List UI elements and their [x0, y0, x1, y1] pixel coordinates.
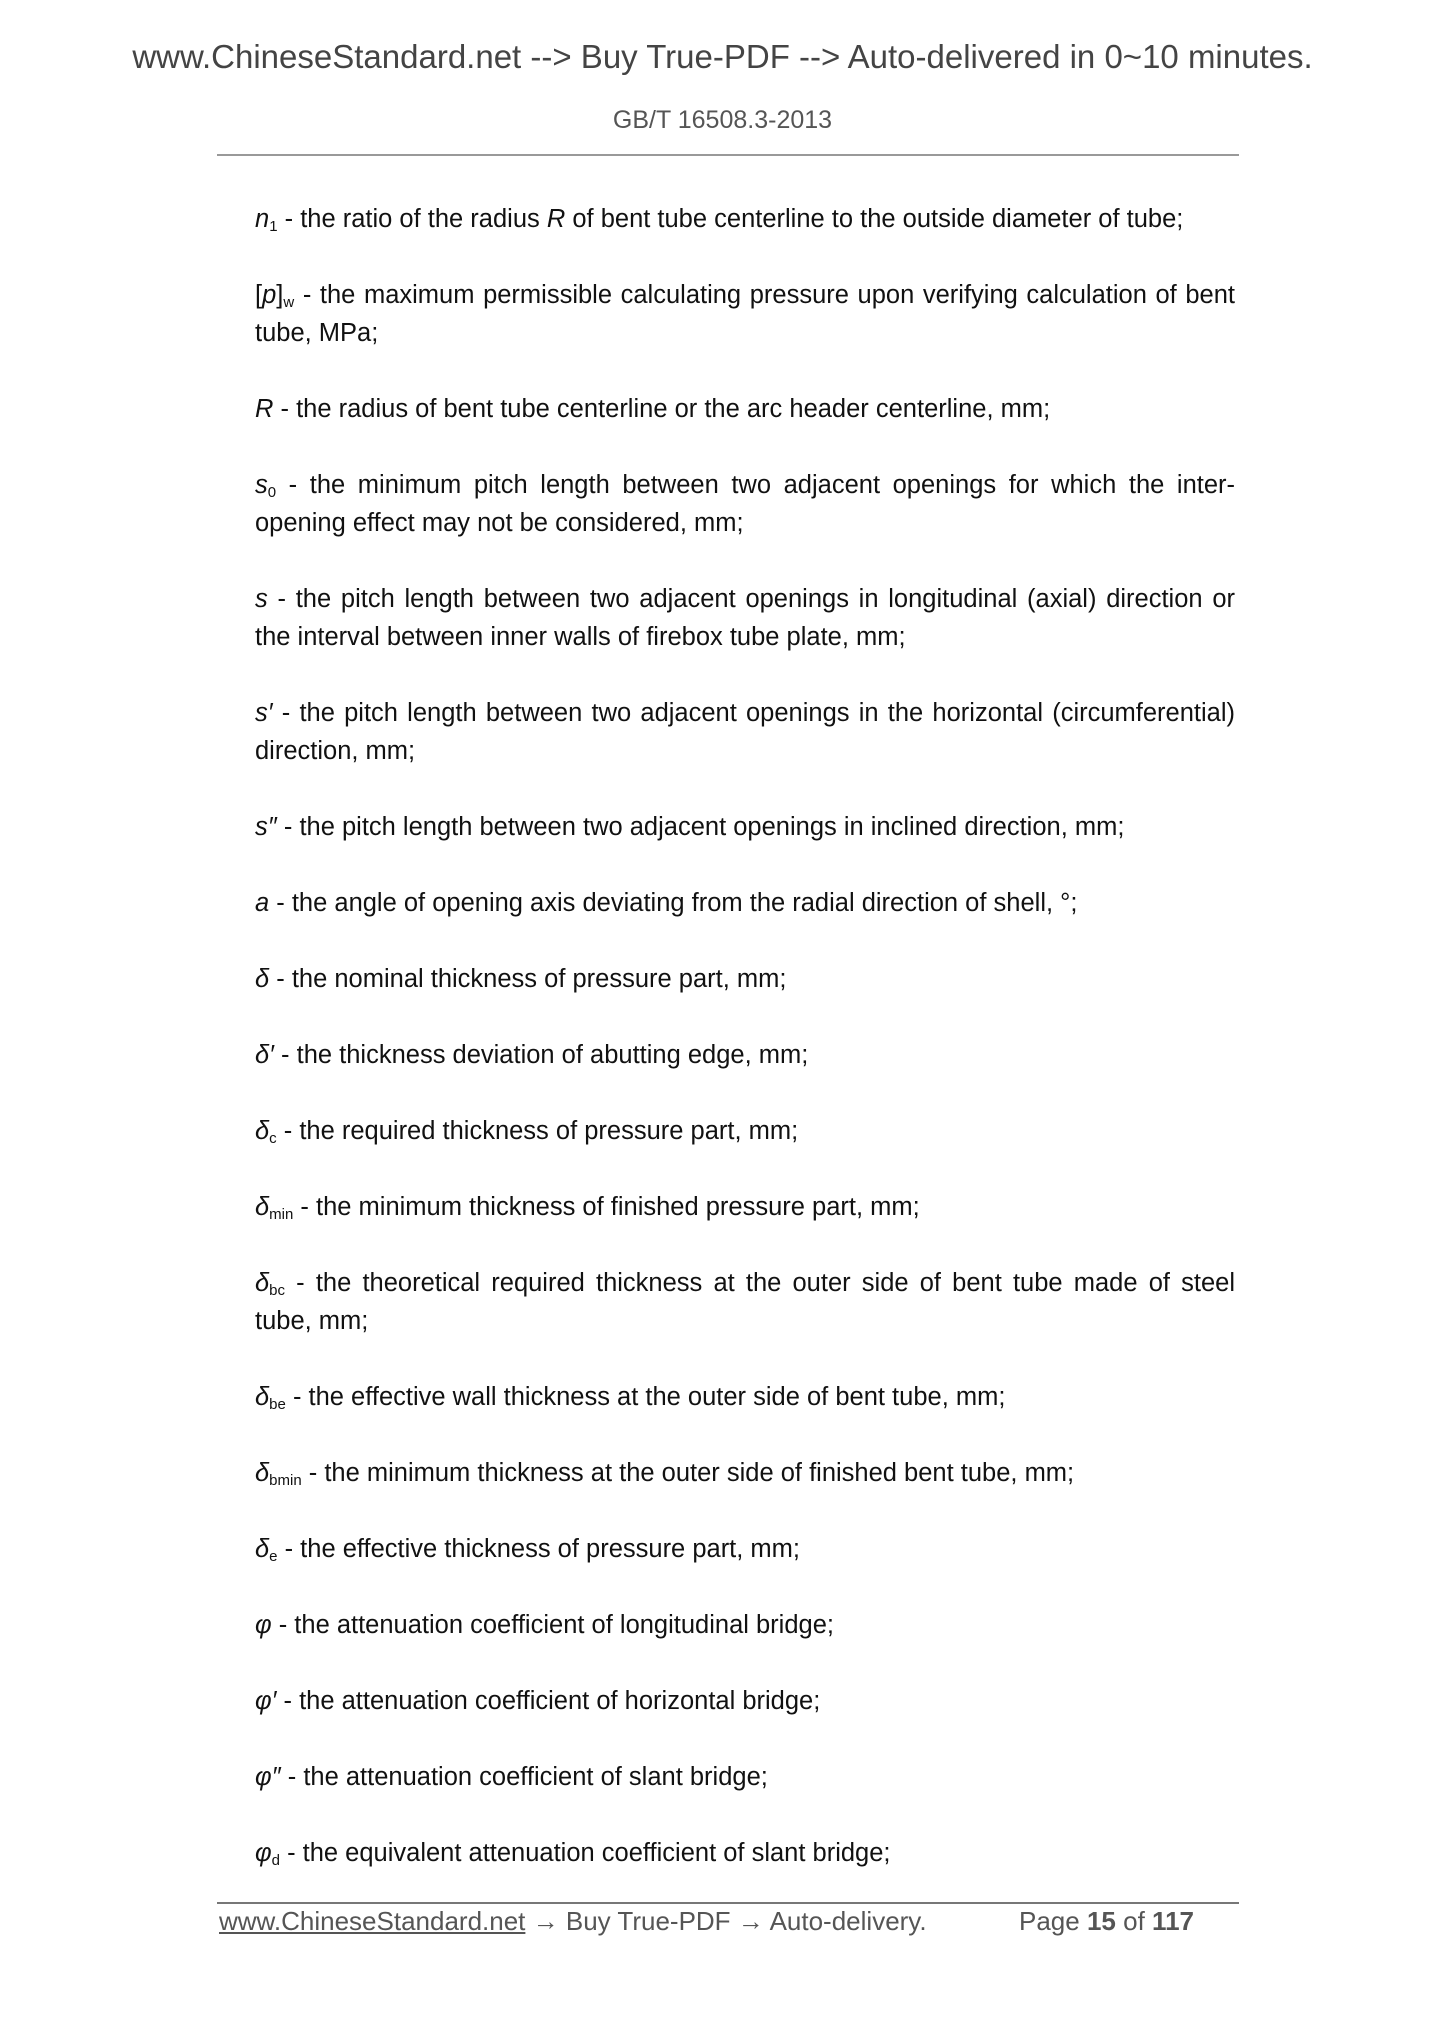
- symbol-subscript: e: [269, 1548, 278, 1565]
- page-label: Page: [1019, 1906, 1080, 1936]
- definition-entry: [255, 1378, 1235, 1416]
- total-pages: 117: [1152, 1906, 1194, 1936]
- symbol-subscript: c: [269, 1130, 277, 1147]
- definition-entry: [255, 960, 1235, 998]
- definition-text: - the attenuation coefficient of longitudinal bridge;: [271, 1611, 834, 1639]
- definition-entry: [255, 1758, 1235, 1796]
- symbol-subscript: w: [283, 294, 295, 311]
- symbol: δ: [255, 1459, 270, 1487]
- definition-text: - the equivalent attenuation coefficient of slant bridge;: [279, 1839, 891, 1867]
- symbol: δ: [255, 1535, 270, 1563]
- definition-entry: [255, 1834, 1235, 1872]
- of-label: of: [1123, 1906, 1145, 1936]
- definition-entry: [255, 580, 1235, 656]
- page-footer: [219, 1906, 1239, 1937]
- definition-entry: [255, 1036, 1235, 1074]
- symbol: n: [255, 205, 270, 233]
- definition-text: - the minimum pitch length between two adjacent openings for which the inter-opening effect may not be considered, mm;: [255, 471, 1235, 537]
- symbol-subscript: be: [269, 1396, 286, 1413]
- footer-tagline: → Buy True-PDF → Auto-delivery.: [525, 1906, 927, 1936]
- symbol: φ: [255, 1839, 272, 1867]
- inline-symbol: R: [546, 205, 566, 233]
- definition-text: - the effective wall thickness at the outer side of bent tube, mm;: [285, 1383, 1006, 1411]
- definition-entry: [255, 1188, 1235, 1226]
- symbol-subscript: 1: [269, 218, 278, 235]
- definition-text: - the thickness deviation of abutting edge, mm;: [273, 1041, 809, 1069]
- definition-text: - the minimum thickness at the outer side of finished bent tube, mm;: [301, 1459, 1075, 1487]
- symbol-suffix: ]: [276, 281, 284, 309]
- symbol-subscript: bmin: [269, 1472, 302, 1489]
- definition-entry: [255, 1112, 1235, 1150]
- definition-text: - the pitch length between two adjacent openings in inclined direction, mm;: [276, 813, 1125, 841]
- symbol: δ: [255, 1193, 270, 1221]
- definition-text: - the attenuation coefficient of horizontal bridge;: [276, 1687, 821, 1715]
- symbol: a: [255, 889, 270, 917]
- definition-entry: [255, 694, 1235, 770]
- symbol: δ: [255, 1269, 270, 1297]
- definition-text: - the ratio of the radius: [277, 205, 547, 233]
- definition-text: - the theoretical required thickness at the outer side of bent tube made of steel tube, mm;: [255, 1269, 1235, 1335]
- definition-entry: [255, 390, 1235, 428]
- definition-text: - the effective thickness of pressure part, mm;: [277, 1535, 801, 1563]
- symbol: φ″: [255, 1763, 281, 1791]
- symbol-subscript: d: [271, 1852, 280, 1869]
- symbol: R: [255, 395, 274, 423]
- footer-site-link[interactable]: www.ChineseStandard.net: [219, 1906, 526, 1936]
- definition-entry: [255, 1682, 1235, 1720]
- definition-text: - the angle of opening axis deviating from the radial direction of shell, °;: [269, 889, 1078, 917]
- definition-text: - the radius of bent tube centerline or the arc header centerline, mm;: [273, 395, 1051, 423]
- symbol: δ: [255, 1383, 270, 1411]
- header-divider: [217, 154, 1239, 156]
- definition-entry: [255, 1264, 1235, 1340]
- footer-divider: [217, 1902, 1239, 1904]
- document-id: GB/T 16508.3-2013: [612, 106, 833, 134]
- symbol: s′: [255, 699, 273, 727]
- symbol: δ: [255, 965, 270, 993]
- top-banner: www.ChineseStandard.net --> Buy True-PDF --> Auto-delivered in 0~10 minutes.: [132, 38, 1313, 75]
- page-number: 15: [1086, 1906, 1116, 1936]
- symbol-subscript: 0: [267, 484, 277, 501]
- definition-text: - the nominal thickness of pressure part, mm;: [269, 965, 787, 993]
- definition-entry: [255, 276, 1235, 352]
- definition-entry: [255, 808, 1235, 846]
- definition-entry: [255, 1530, 1235, 1568]
- symbol: φ′: [255, 1687, 277, 1715]
- symbol: s: [255, 471, 268, 499]
- symbol-definitions: [255, 200, 1235, 1910]
- definition-text: - the maximum permissible calculating pressure upon verifying calculation of bent tube, MPa;: [255, 281, 1235, 347]
- symbol-prefix: [: [255, 281, 263, 309]
- symbol: δ: [255, 1117, 270, 1145]
- definition-text: of bent tube centerline to the outside diameter of tube;: [565, 205, 1184, 233]
- symbol: s″: [255, 813, 277, 841]
- symbol-subscript: bc: [269, 1282, 286, 1299]
- definition-text: - the attenuation coefficient of slant bridge;: [280, 1763, 768, 1791]
- definition-entry: [255, 1606, 1235, 1644]
- symbol: s: [255, 585, 268, 613]
- definition-entry: [255, 466, 1235, 542]
- symbol-subscript: min: [269, 1206, 294, 1223]
- definition-text: - the pitch length between two adjacent openings in longitudinal (axial) direction or the interval between inner walls of firebox tube plate, mm;: [255, 585, 1235, 651]
- symbol: δ′: [255, 1041, 274, 1069]
- definition-entry: [255, 1454, 1235, 1492]
- definition-text: - the required thickness of pressure part, mm;: [276, 1117, 799, 1145]
- definition-entry: [255, 200, 1235, 238]
- definition-text: - the minimum thickness of finished pressure part, mm;: [293, 1193, 920, 1221]
- definition-text: - the pitch length between two adjacent openings in the horizontal (circumferential) direction, mm;: [255, 699, 1235, 765]
- symbol: φ: [255, 1611, 272, 1639]
- page-indicator: [1019, 1906, 1194, 1937]
- symbol: p: [262, 281, 277, 309]
- definition-entry: [255, 884, 1235, 922]
